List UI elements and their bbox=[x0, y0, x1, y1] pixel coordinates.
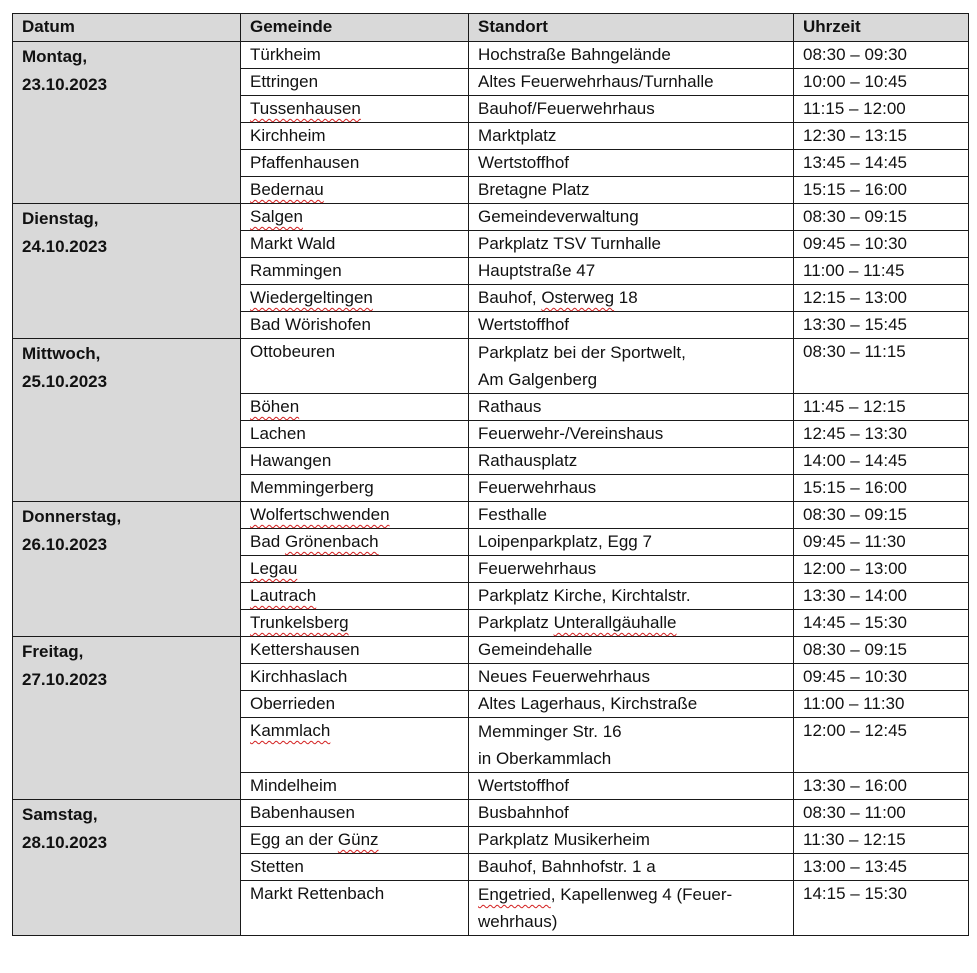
day-name: Donnerstag, bbox=[22, 507, 122, 526]
standort-cell: Festhalle bbox=[469, 502, 794, 529]
gemeinde-text: Legau bbox=[250, 559, 298, 578]
day-date: 27.10.2023 bbox=[22, 670, 108, 689]
standort-cell: Gemeindehalle bbox=[469, 637, 794, 664]
standort-cell: Rathaus bbox=[469, 394, 794, 421]
day-date: 25.10.2023 bbox=[22, 372, 108, 391]
standort-cell: Busbahnhof bbox=[469, 800, 794, 827]
standort-cell: Rathausplatz bbox=[469, 448, 794, 475]
gemeinde-text: Bedernau bbox=[250, 180, 324, 199]
gemeinde-cell bbox=[241, 583, 469, 610]
uhrzeit-cell: 11:45 – 12:15 bbox=[794, 394, 969, 421]
standort-line-2: Am Galgenberg bbox=[478, 370, 598, 389]
standort-cell: Neues Feuerwehrhaus bbox=[469, 664, 794, 691]
day-name: Freitag, bbox=[22, 642, 84, 661]
standort-cell: Feuerwehr-/Vereinshaus bbox=[469, 421, 794, 448]
uhrzeit-cell: 15:15 – 16:00 bbox=[794, 475, 969, 502]
collection-schedule-table bbox=[12, 13, 969, 936]
gemeinde-cell: Stetten bbox=[241, 854, 469, 881]
standort-cell: Altes Lagerhaus, Kirchstraße bbox=[469, 691, 794, 718]
gemeinde-cell bbox=[241, 529, 469, 556]
uhrzeit-cell: 15:15 – 16:00 bbox=[794, 177, 969, 204]
day-date: 28.10.2023 bbox=[22, 833, 108, 852]
gemeinde-cell: Kirchhaslach bbox=[241, 664, 469, 691]
header-row bbox=[13, 14, 969, 42]
gemeinde-cell: Babenhausen bbox=[241, 800, 469, 827]
day-name: Dienstag, bbox=[22, 209, 99, 228]
gemeinde-cell: Lachen bbox=[241, 421, 469, 448]
uhrzeit-cell: 09:45 – 10:30 bbox=[794, 231, 969, 258]
gemeinde-cell: Rammingen bbox=[241, 258, 469, 285]
day-date: 26.10.2023 bbox=[22, 535, 108, 554]
gemeinde-cell: Ettringen bbox=[241, 69, 469, 96]
day-date: 23.10.2023 bbox=[22, 75, 108, 94]
uhrzeit-cell: 08:30 – 09:30 bbox=[794, 42, 969, 69]
gemeinde-cell bbox=[241, 610, 469, 637]
gemeinde-cell bbox=[241, 556, 469, 583]
standort-cell bbox=[469, 881, 794, 936]
gemeinde-text: Wolfertschwenden bbox=[250, 505, 390, 524]
table-row bbox=[13, 42, 969, 69]
gemeinde-text: Lautrach bbox=[250, 586, 317, 605]
gemeinde-text: Tussenhausen bbox=[250, 99, 361, 118]
standort-cell: Parkplatz Kirche, Kirchtalstr. bbox=[469, 583, 794, 610]
uhrzeit-cell: 08:30 – 09:15 bbox=[794, 204, 969, 231]
gemeinde-text-flagged: Günz bbox=[337, 830, 379, 849]
uhrzeit-cell: 08:30 – 11:15 bbox=[794, 339, 969, 394]
standort-cell: Gemeindeverwaltung bbox=[469, 204, 794, 231]
gemeinde-cell: Mindelheim bbox=[241, 773, 469, 800]
gemeinde-cell: Ottobeuren bbox=[241, 339, 469, 394]
uhrzeit-cell: 13:00 – 13:45 bbox=[794, 854, 969, 881]
standort-cell: Parkplatz TSV Turnhalle bbox=[469, 231, 794, 258]
uhrzeit-cell: 09:45 – 11:30 bbox=[794, 529, 969, 556]
standort-cell: Bretagne Platz bbox=[469, 177, 794, 204]
table-row bbox=[13, 800, 969, 827]
uhrzeit-cell: 11:00 – 11:45 bbox=[794, 258, 969, 285]
standort-text: Parkplatz bbox=[478, 613, 554, 632]
gemeinde-cell bbox=[241, 285, 469, 312]
uhrzeit-cell: 11:30 – 12:15 bbox=[794, 827, 969, 854]
standort-cell: Hochstraße Bahngelände bbox=[469, 42, 794, 69]
uhrzeit-cell: 08:30 – 11:00 bbox=[794, 800, 969, 827]
datum-cell bbox=[13, 204, 241, 339]
standort-text-flagged: Osterweg bbox=[541, 288, 615, 307]
table-row bbox=[13, 637, 969, 664]
datum-cell bbox=[13, 800, 241, 936]
standort-text: 18 bbox=[614, 288, 638, 307]
standort-text: Bauhof, bbox=[478, 288, 542, 307]
gemeinde-cell: Markt Wald bbox=[241, 231, 469, 258]
standort-cell: Marktplatz bbox=[469, 123, 794, 150]
header-uhrzeit: Uhrzeit bbox=[794, 14, 969, 42]
standort-line-2: wehrhaus) bbox=[478, 912, 558, 931]
uhrzeit-cell: 13:45 – 14:45 bbox=[794, 150, 969, 177]
uhrzeit-cell: 08:30 – 09:15 bbox=[794, 637, 969, 664]
standort-cell: Parkplatz Musikerheim bbox=[469, 827, 794, 854]
table-row bbox=[13, 502, 969, 529]
uhrzeit-cell: 10:00 – 10:45 bbox=[794, 69, 969, 96]
gemeinde-cell: Oberrieden bbox=[241, 691, 469, 718]
uhrzeit-cell: 14:00 – 14:45 bbox=[794, 448, 969, 475]
gemeinde-cell bbox=[241, 177, 469, 204]
header-gemeinde: Gemeinde bbox=[241, 14, 469, 42]
gemeinde-text: Egg an der bbox=[250, 830, 338, 849]
gemeinde-text: Bad bbox=[250, 532, 285, 551]
uhrzeit-cell: 14:45 – 15:30 bbox=[794, 610, 969, 637]
table-row bbox=[13, 204, 969, 231]
standort-cell bbox=[469, 718, 794, 773]
standort-text-flagged: Engetried bbox=[478, 885, 551, 904]
gemeinde-cell: Bad Wörishofen bbox=[241, 312, 469, 339]
gemeinde-cell bbox=[241, 502, 469, 529]
standort-cell: Hauptstraße 47 bbox=[469, 258, 794, 285]
standort-text: , Kapellenweg 4 (Feuer- bbox=[550, 885, 733, 904]
uhrzeit-cell: 12:45 – 13:30 bbox=[794, 421, 969, 448]
datum-cell bbox=[13, 42, 241, 204]
gemeinde-cell: Memmingerberg bbox=[241, 475, 469, 502]
gemeinde-cell: Hawangen bbox=[241, 448, 469, 475]
uhrzeit-cell: 12:00 – 13:00 bbox=[794, 556, 969, 583]
datum-cell bbox=[13, 339, 241, 502]
standort-cell: Loipenparkplatz, Egg 7 bbox=[469, 529, 794, 556]
standort-cell: Wertstoffhof bbox=[469, 312, 794, 339]
day-name: Samstag, bbox=[22, 805, 98, 824]
gemeinde-text: Kammlach bbox=[250, 721, 331, 740]
uhrzeit-cell: 12:30 – 13:15 bbox=[794, 123, 969, 150]
gemeinde-cell: Markt Rettenbach bbox=[241, 881, 469, 936]
standort-cell: Bauhof, Bahnhofstr. 1 a bbox=[469, 854, 794, 881]
uhrzeit-cell: 09:45 – 10:30 bbox=[794, 664, 969, 691]
standort-line-2: in Oberkammlach bbox=[478, 749, 612, 768]
standort-cell: Wertstoffhof bbox=[469, 150, 794, 177]
datum-cell bbox=[13, 502, 241, 637]
standort-cell: Altes Feuerwehrhaus/Turnhalle bbox=[469, 69, 794, 96]
gemeinde-text: Wiedergeltingen bbox=[250, 288, 373, 307]
day-name: Montag, bbox=[22, 47, 88, 66]
table-row bbox=[13, 339, 969, 394]
gemeinde-cell bbox=[241, 394, 469, 421]
gemeinde-cell: Pfaffenhausen bbox=[241, 150, 469, 177]
gemeinde-cell: Kirchheim bbox=[241, 123, 469, 150]
gemeinde-text: Salgen bbox=[250, 207, 303, 226]
standort-line-1: Parkplatz bei der Sportwelt, bbox=[478, 343, 686, 362]
gemeinde-text-flagged: Grönenbach bbox=[284, 532, 379, 551]
gemeinde-cell: Kettershausen bbox=[241, 637, 469, 664]
uhrzeit-cell: 13:30 – 16:00 bbox=[794, 773, 969, 800]
standort-cell: Bauhof/Feuerwehrhaus bbox=[469, 96, 794, 123]
datum-cell bbox=[13, 637, 241, 800]
uhrzeit-cell: 11:15 – 12:00 bbox=[794, 96, 969, 123]
uhrzeit-cell: 12:15 – 13:00 bbox=[794, 285, 969, 312]
standort-line-1: Memminger Str. 16 bbox=[478, 722, 622, 741]
uhrzeit-cell: 11:00 – 11:30 bbox=[794, 691, 969, 718]
standort-cell bbox=[469, 285, 794, 312]
standort-cell: Feuerwehrhaus bbox=[469, 556, 794, 583]
gemeinde-cell bbox=[241, 204, 469, 231]
uhrzeit-cell: 14:15 – 15:30 bbox=[794, 881, 969, 936]
gemeinde-cell bbox=[241, 718, 469, 773]
standort-cell bbox=[469, 610, 794, 637]
uhrzeit-cell: 13:30 – 14:00 bbox=[794, 583, 969, 610]
header-standort: Standort bbox=[469, 14, 794, 42]
standort-cell: Wertstoffhof bbox=[469, 773, 794, 800]
gemeinde-cell bbox=[241, 827, 469, 854]
uhrzeit-cell: 08:30 – 09:15 bbox=[794, 502, 969, 529]
header-datum: Datum bbox=[13, 14, 241, 42]
day-name: Mittwoch, bbox=[22, 344, 101, 363]
standort-text-flagged: Unterallgäuhalle bbox=[553, 613, 677, 632]
uhrzeit-cell: 13:30 – 15:45 bbox=[794, 312, 969, 339]
standort-cell bbox=[469, 339, 794, 394]
gemeinde-cell bbox=[241, 96, 469, 123]
gemeinde-cell: Türkheim bbox=[241, 42, 469, 69]
uhrzeit-cell: 12:00 – 12:45 bbox=[794, 718, 969, 773]
gemeinde-text: Böhen bbox=[250, 397, 300, 416]
standort-cell: Feuerwehrhaus bbox=[469, 475, 794, 502]
gemeinde-text: Trunkelsberg bbox=[250, 613, 349, 632]
day-date: 24.10.2023 bbox=[22, 237, 108, 256]
